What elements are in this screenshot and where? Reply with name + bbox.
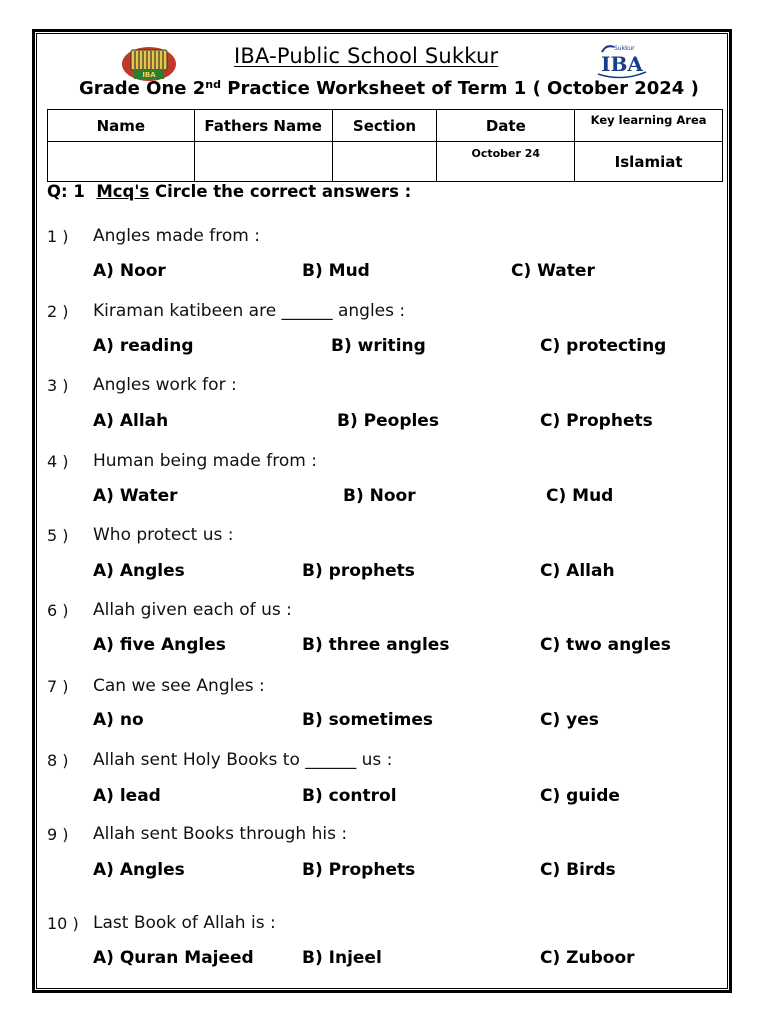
option-b[interactable]: B) Mud: [302, 261, 370, 281]
option-a[interactable]: A) Water: [93, 486, 178, 506]
option-b[interactable]: B) Peoples: [337, 411, 439, 431]
option-a[interactable]: A) Angles: [93, 561, 185, 581]
option-c[interactable]: C) Allah: [540, 561, 615, 581]
option-c[interactable]: C) Zuboor: [540, 948, 635, 968]
option-a[interactable]: A) Allah: [93, 411, 169, 431]
value-section[interactable]: [332, 142, 437, 182]
option-c[interactable]: C) Mud: [546, 486, 614, 506]
question-number: 6 ): [47, 601, 69, 620]
question-number: 4 ): [47, 452, 69, 471]
question-text: Last Book of Allah is :: [93, 913, 276, 933]
option-c[interactable]: C) Birds: [540, 860, 616, 880]
question-number: 2 ): [47, 302, 69, 321]
option-b[interactable]: B) control: [302, 786, 397, 806]
subtitle-sup: nd: [205, 78, 221, 91]
option-a[interactable]: A) Noor: [93, 261, 166, 281]
question-number: 7 ): [47, 677, 69, 696]
question-label: Q: 1: [47, 182, 85, 201]
header-date: Date: [437, 110, 575, 142]
question-text: Allah sent Books through his :: [93, 824, 348, 844]
option-c[interactable]: C) yes: [540, 710, 599, 730]
header-section: Section: [332, 110, 437, 142]
question-number: 9 ): [47, 825, 69, 844]
worksheet-subtitle: [79, 78, 699, 99]
question-text: Kiraman katibeen are ______ angles :: [93, 301, 406, 321]
option-a[interactable]: A) five Angles: [93, 635, 226, 655]
option-c[interactable]: C) Water: [511, 261, 595, 281]
question-heading: [47, 182, 411, 201]
question-text: Angles made from :: [93, 226, 260, 246]
header-key-learning-area: Key learning Area: [575, 110, 723, 142]
option-c[interactable]: C) protecting: [540, 336, 667, 356]
question-text: Can we see Angles :: [93, 676, 265, 696]
question-number: 8 ): [47, 751, 69, 770]
question-number: 3 ): [47, 376, 69, 395]
option-a[interactable]: A) lead: [93, 786, 161, 806]
question-instruction: Circle the correct answers :: [149, 182, 412, 201]
right-logo-lettering: IBA: [601, 52, 643, 76]
header-name: Name: [48, 110, 195, 142]
question-text: Angles work for :: [93, 375, 237, 395]
option-c[interactable]: C) guide: [540, 786, 620, 806]
option-a[interactable]: A) no: [93, 710, 144, 730]
value-fathers-name[interactable]: [194, 142, 332, 182]
iba-logo-right: [592, 42, 652, 80]
left-logo-lettering: IBA: [142, 71, 156, 79]
mcq-label: Mcq's: [96, 182, 150, 201]
option-a[interactable]: A) reading: [93, 336, 194, 356]
subtitle-post: Practice Worksheet of Term 1 ( October 2024 ): [221, 78, 699, 99]
question-number: 5 ): [47, 526, 69, 545]
option-b[interactable]: B) Noor: [343, 486, 416, 506]
option-b[interactable]: B) Injeel: [302, 948, 382, 968]
option-b[interactable]: B) prophets: [302, 561, 415, 581]
student-info-table: [47, 109, 723, 182]
question-text: Human being made from :: [93, 451, 317, 471]
option-c[interactable]: C) Prophets: [540, 411, 653, 431]
info-value-row: [48, 142, 723, 182]
school-title: IBA-Public School Sukkur: [234, 44, 499, 68]
header-fathers-name: Fathers Name: [194, 110, 332, 142]
option-b[interactable]: B) writing: [331, 336, 426, 356]
option-b[interactable]: B) sometimes: [302, 710, 434, 730]
value-key-learning-area: Islamiat: [575, 142, 723, 182]
question-text: Allah sent Holy Books to ______ us :: [93, 750, 393, 770]
question-number: 1 ): [47, 227, 69, 246]
option-b[interactable]: B) three angles: [302, 635, 450, 655]
option-b[interactable]: B) Prophets: [302, 860, 416, 880]
question-number: 10 ): [47, 914, 79, 933]
question-text: Who protect us :: [93, 525, 234, 545]
value-date: October 24: [437, 142, 575, 182]
question-text: Allah given each of us :: [93, 600, 292, 620]
option-a[interactable]: A) Angles: [93, 860, 185, 880]
info-header-row: [48, 110, 723, 142]
subtitle-pre: Grade One 2: [79, 78, 206, 99]
option-a[interactable]: A) Quran Majeed: [93, 948, 254, 968]
value-name[interactable]: [48, 142, 195, 182]
option-c[interactable]: C) two angles: [540, 635, 671, 655]
school-logo-left: [120, 42, 178, 82]
right-logo-small-text: Sukkur: [614, 45, 635, 52]
